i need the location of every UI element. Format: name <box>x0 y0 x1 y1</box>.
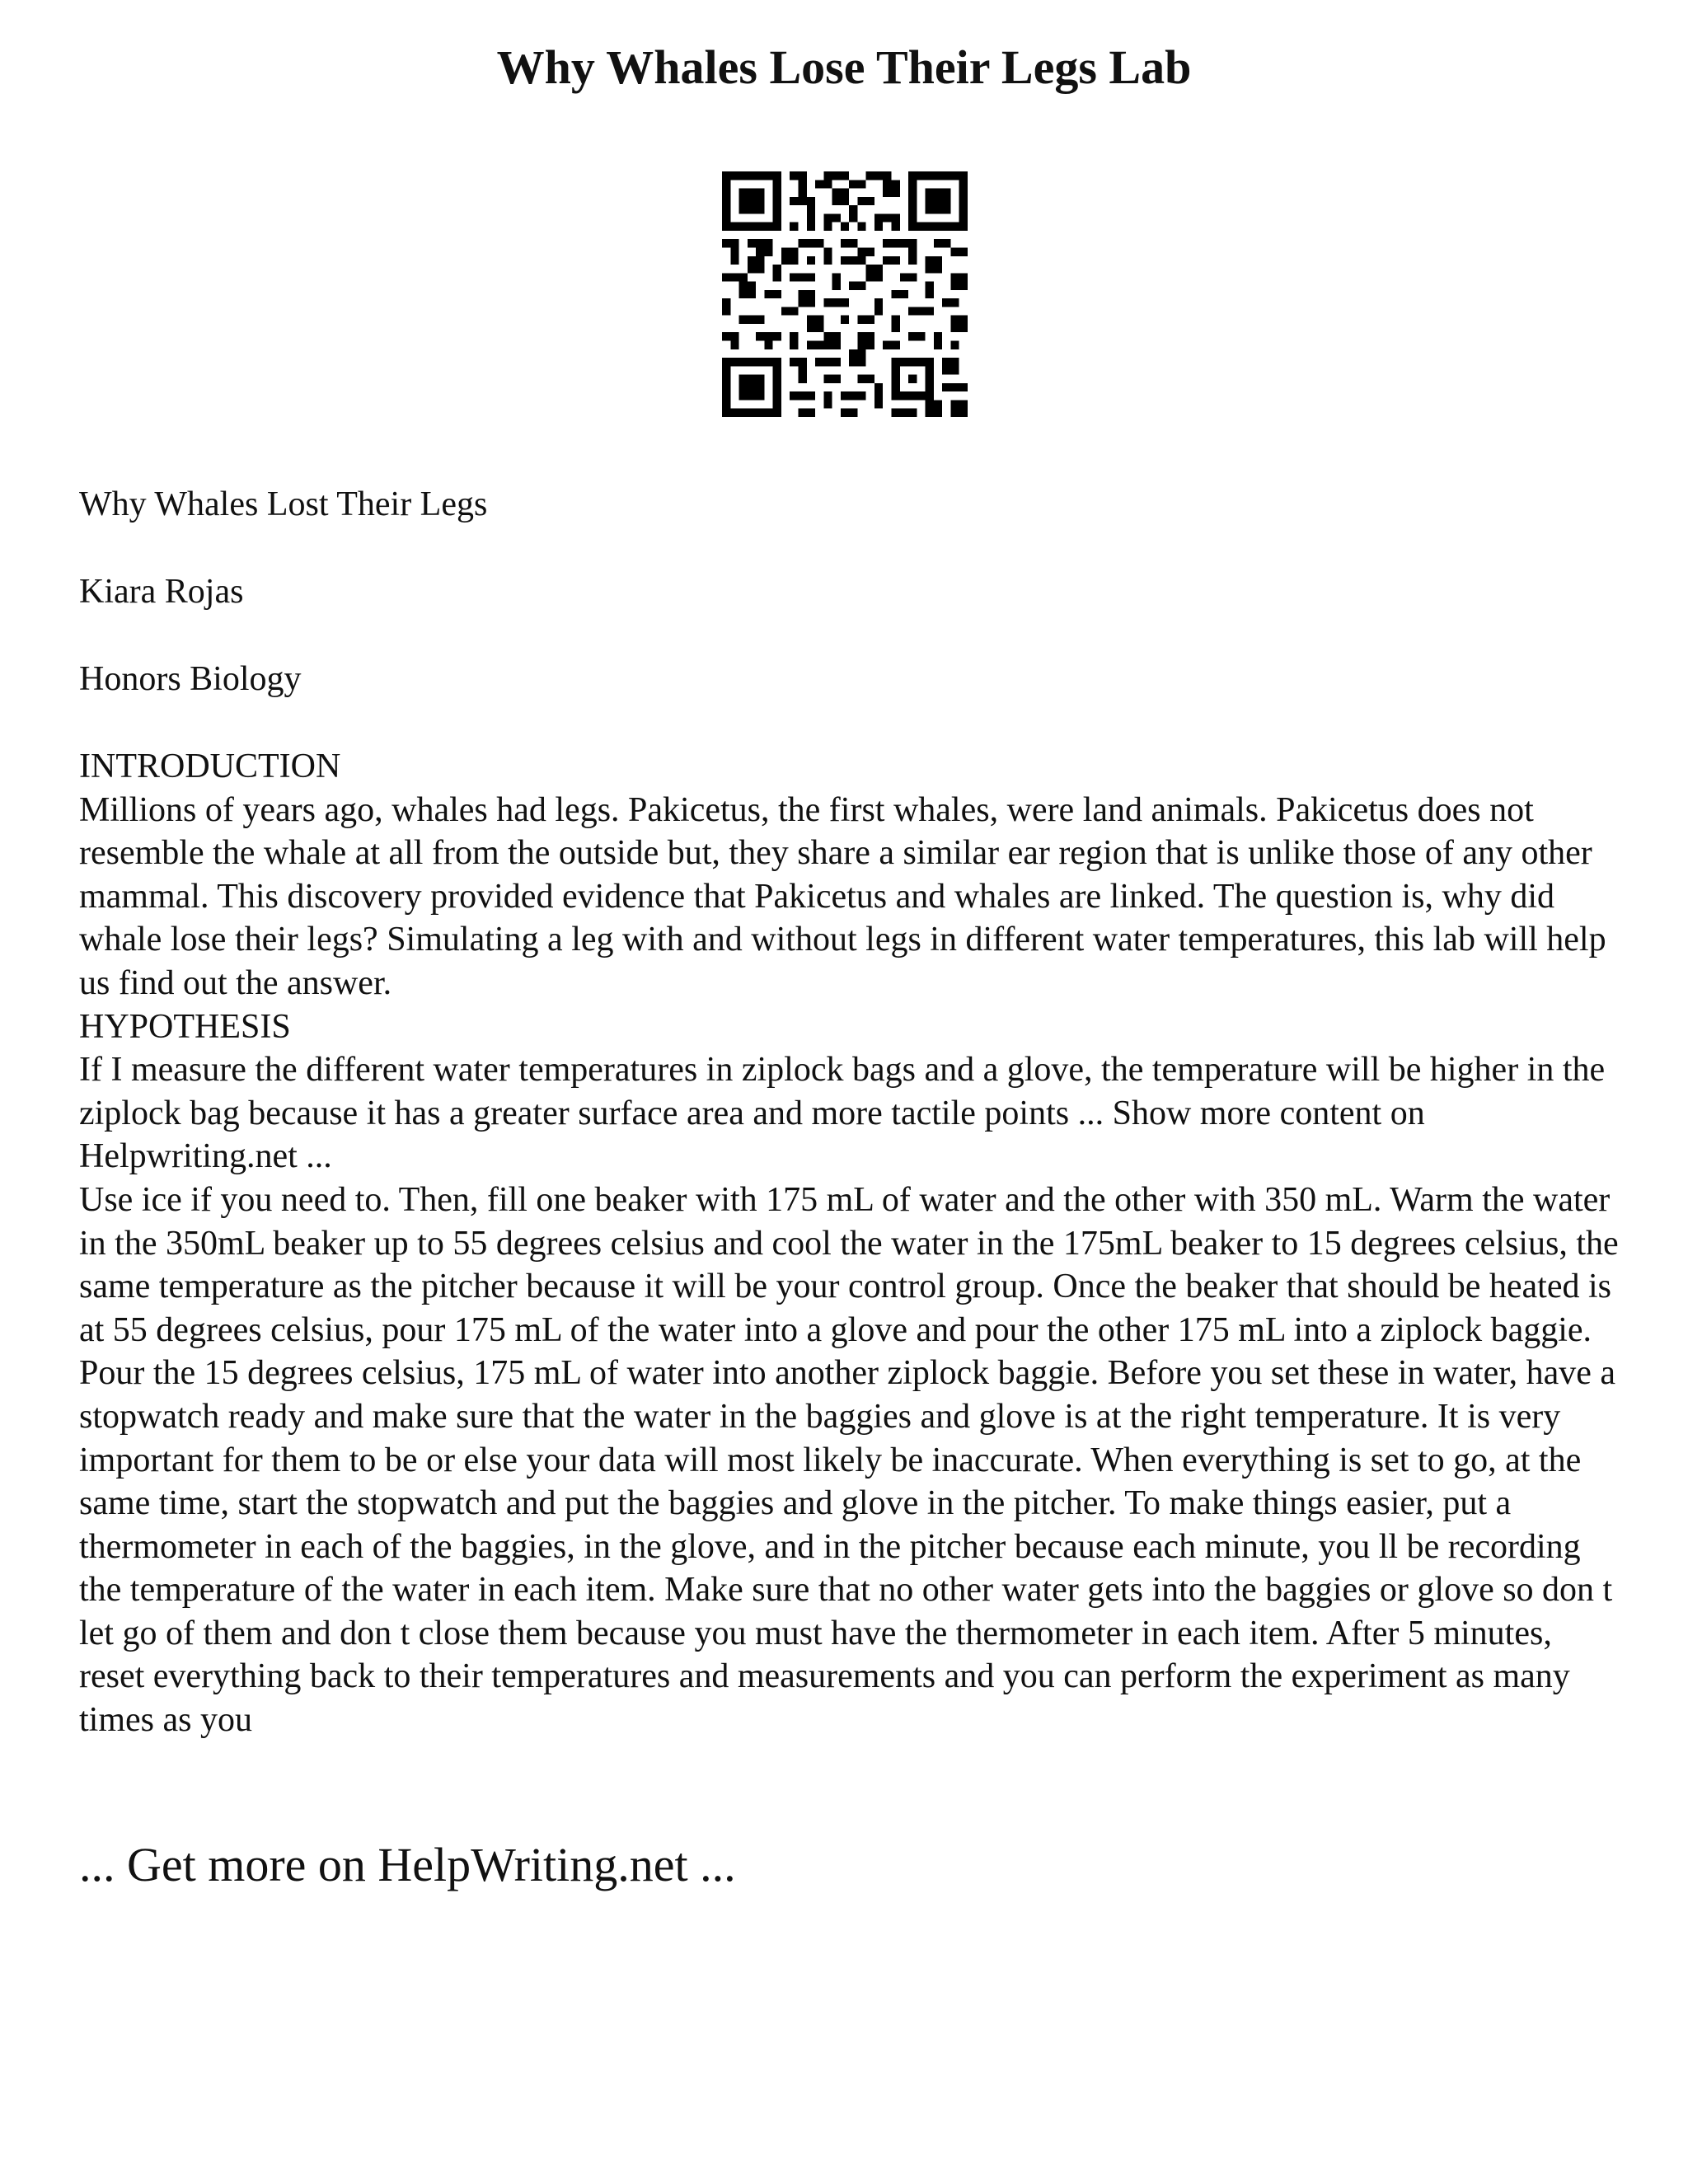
author-name: Kiara Rojas <box>79 573 244 611</box>
document-title: Why Whales Lose Their Legs Lab <box>496 40 1192 94</box>
introduction-heading: INTRODUCTION <box>79 748 341 785</box>
procedure-text: Use ice if you need to. Then, fill one beaker with 175 mL of water and the other with 350 mL. Warm the water in the 350mL beaker up to 55 degrees celsius and cool the water in the 175mL beaker to 15 degrees celsius, the same temperature as the pitcher because it will be your control group. Once the beaker that should be heated is at 55 degrees celsius, pour 175 mL of the water into a glove and pour the other 175 mL into a ziplock baggie. Pour the 15 degrees celsius, 175 mL of water into another ziplock baggie. Before you set these in water, have a stopwatch ready and make sure that the water in the baggies and glove is at the right temperature. It is very important for them to be or else your data will most likely be inaccurate. When everything is set to go, at the same time, start the stopwatch and put the baggies and glove in the pitcher. To make things easier, put a thermometer in each of the baggies, in the glove, and in the pitcher because each minute, you ll be recording the temperature of the water in each item. Make sure that no other water gets into the baggies or glove so don t let go of them and don t close them because you must have the thermometer in each item. After 5 minutes, reset everything back to their temperatures and measurements and you can perform the experiment as many times as you <box>79 1180 1619 1740</box>
hypothesis-text: If I measure the different water temperatures in ziplock bags and a glove, the temperature will be higher in the ziplock bag because it has a greater surface area and more tactile points ... Show more content on Helpwriting.net ... <box>79 1051 1606 1176</box>
helpwriting-link[interactable]: ... Get more on HelpWriting.net ... <box>79 1838 736 1891</box>
introduction-text: Millions of years ago, whales had legs. Pakicetus, the first whales, were land animals. Pakicetus does not resemble the whale at all from the outside but, they share a similar ear region that is unlike those of any other mammal. This discovery provided evidence that Pakicetus and whales are linked. The question is, why did whale lose their legs? Simulating a leg with and without legs in different water temperatures, this lab will help us find out the answer. <box>79 790 1606 1002</box>
document-subtitle: Why Whales Lost Their Legs <box>79 485 488 523</box>
course-name: Honors Biology <box>79 660 302 698</box>
document-body <box>79 745 1620 1742</box>
qr-code-icon <box>722 171 968 417</box>
hypothesis-heading: HYPOTHESIS <box>79 1007 291 1046</box>
